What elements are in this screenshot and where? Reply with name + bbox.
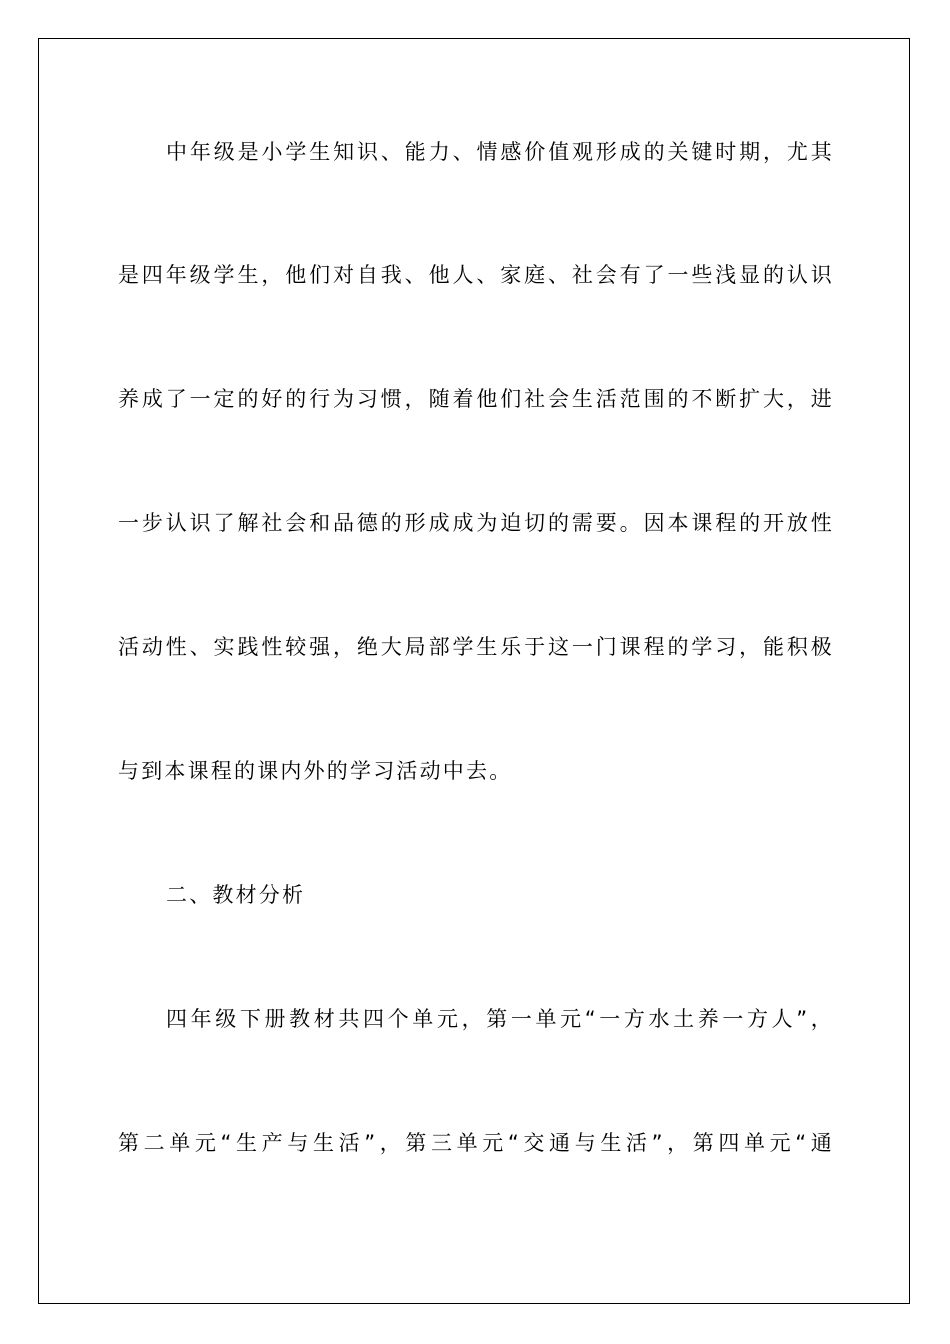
paragraph-line: 是四年级学生，他们对自我、他人、家庭、社会有了一些浅显的认识 <box>118 263 834 287</box>
paragraph-line: 中年级是小学生知识、能力、情感价值观形成的关键时期，尤其 <box>166 140 834 164</box>
paragraph-line: 活动性、实践性较强，绝大局部学生乐于这一门课程的学习，能积极 <box>118 635 834 659</box>
paragraph-line: 养成了一定的好的行为习惯，随着他们社会生活范围的不断扩大，进 <box>118 387 834 411</box>
paragraph-line: 与到本课程的课内外的学习活动中去。 <box>118 759 513 783</box>
paragraph-line: 四年级下册教材共四个单元，第一单元“一方水土养一方人”， <box>166 1007 834 1031</box>
paragraph-line: 一步认识了解社会和品德的形成成为迫切的需要。因本课程的开放性 <box>118 511 834 535</box>
page-border <box>38 38 910 1304</box>
section-heading: 二、教材分析 <box>166 883 306 907</box>
paragraph-line: 第二单元“生产与生活”，第三单元“交通与生活”，第四单元“通 <box>118 1131 834 1155</box>
